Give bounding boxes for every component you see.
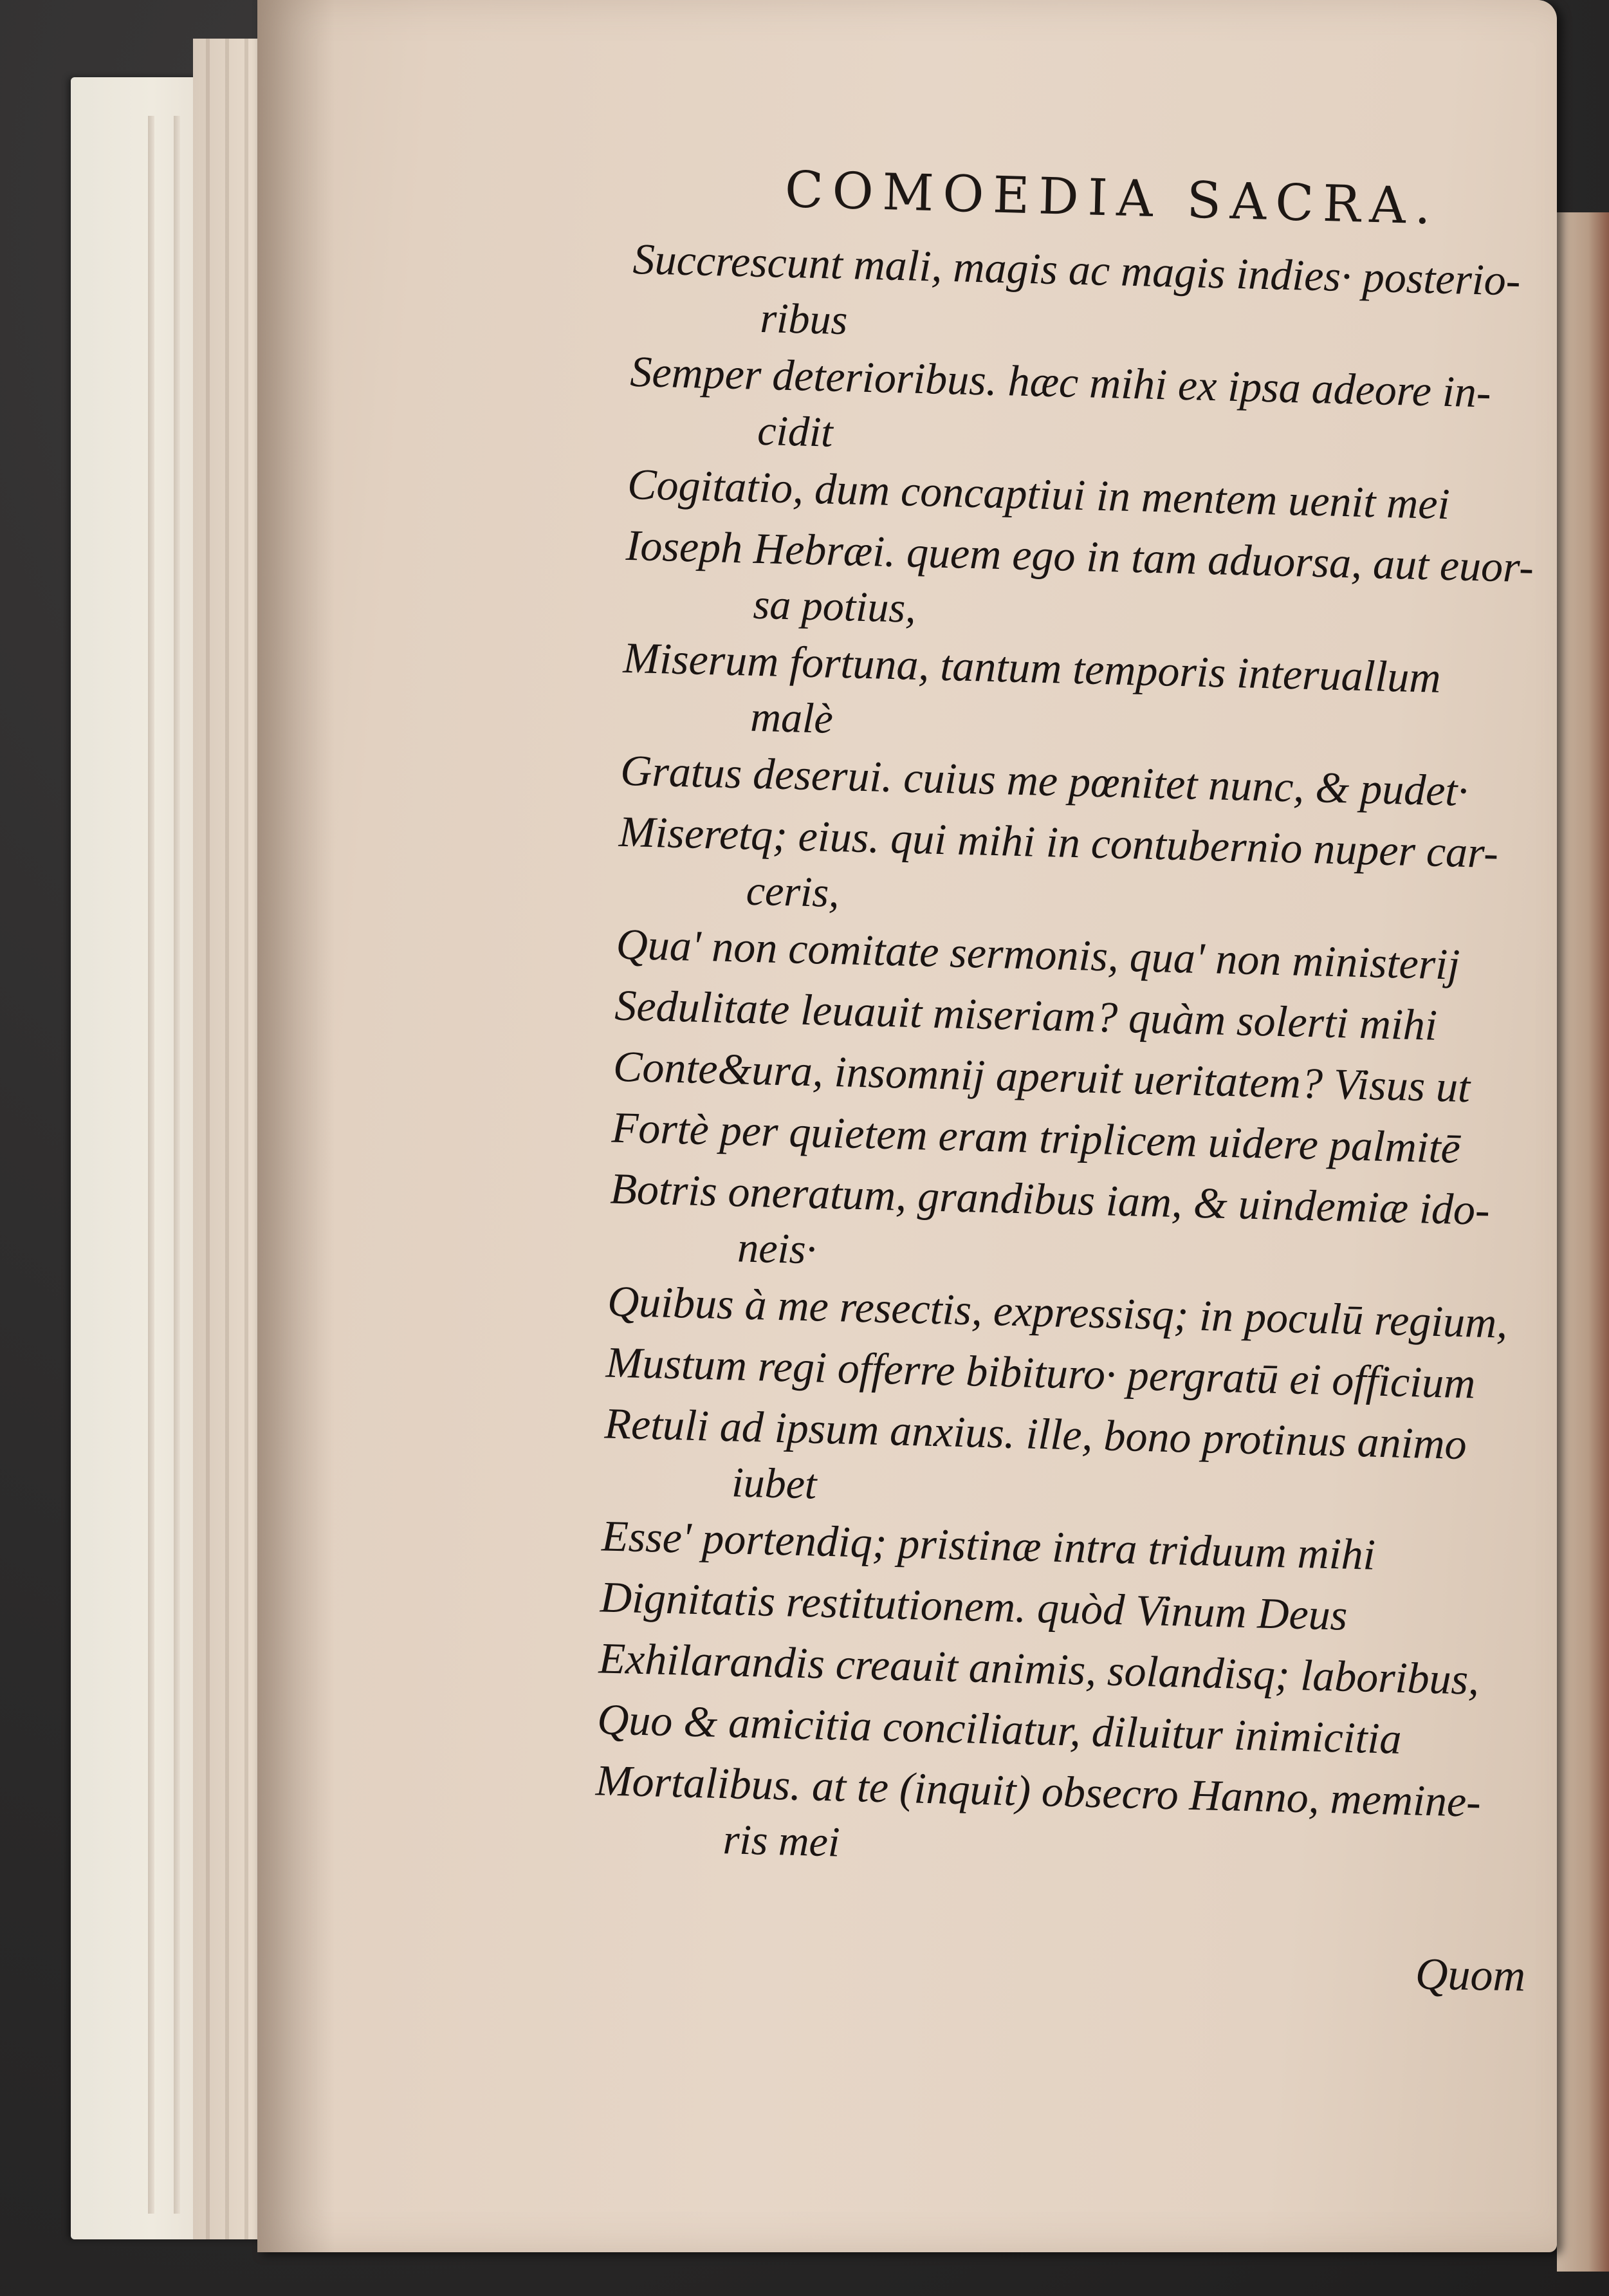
page-edge [148,116,154,2214]
verse-continuation: ris mei [722,1816,841,1866]
verse-line: Quibus à me resectis, expressisq; in poculū regium, [607,1276,1509,1347]
verse-line: Botris oneratum, grandibus iam, & uindemiæ ido- [609,1163,1491,1234]
gutter-shadow [257,0,335,2252]
verse-continuation: iubet [731,1459,818,1508]
verse-line: Fortè per quietem eram triplicem uidere palmitē [611,1102,1461,1172]
verse-line: Gratus deserui. cuius me pœnitet nunc, & pudet· [620,745,1469,815]
verse-line: Qua' non comitate sermonis, qua' non ministerij [615,919,1460,989]
verse-line: Conte&ura, insomnij aperuit ueritatem? Visus ut [612,1041,1471,1112]
verse-line: Retuli ad ipsum anxius. ille, bono protinus animo [603,1398,1467,1469]
verse-line: Esse' portendiq; pristinæ intra triduum mihi [601,1511,1376,1579]
verse-continuation: neis· [737,1224,818,1273]
verse-line: Miseretq; eius. qui mihi in contubernio nuper car- [618,806,1499,878]
facing-page-edge [1557,212,1609,2272]
catchword: Quom [1415,1949,1526,2001]
verse-line: Succrescunt mali, magis ac magis indies· posterio- [632,234,1522,305]
verse-line: Dignitatis restitutionem. quòd Vinum Deus [600,1572,1348,1640]
page-leaf [244,39,248,2239]
verse-continuation: ribus [759,294,849,344]
verse-line: Cogitatio, dum concaptiui in mentem uenit mei [627,459,1451,529]
verse-continuation: ceris, [746,867,840,917]
verse-line: Ioseph Hebræi. quem ego in tam aduorsa, aut euor- [625,520,1534,592]
verse-line: Mustum regi offerre bibituro· pergratū ei officium [605,1337,1476,1408]
verse-continuation: sa potius, [752,580,917,632]
page-leaf [206,39,210,2239]
verse-line: Mortalibus. at te (inquit) obsecro Hanno, memine- [595,1755,1482,1826]
verse-line: Semper deterioribus. hæc mihi ex ipsa adeore in- [629,346,1492,417]
verse-continuation: malè [749,693,834,743]
verse-line: Exhilarandis creauit animis, solandisq; laboribus, [598,1633,1480,1704]
page-edge [174,116,180,2214]
text-block [594,228,1560,1885]
verse-line: Quo & amicitia conciliatur, diluitur inimicitia [596,1694,1402,1763]
page-leaf [225,39,229,2239]
verse-line: Miserum fortuna, tantum temporis interuallum [622,633,1442,702]
running-head: COMOEDIA SACRA. [784,161,1440,236]
verse-continuation: cidit [757,407,834,456]
verse-line: Sedulitate leuauit miseriam? quàm solerti mihi [614,980,1438,1050]
